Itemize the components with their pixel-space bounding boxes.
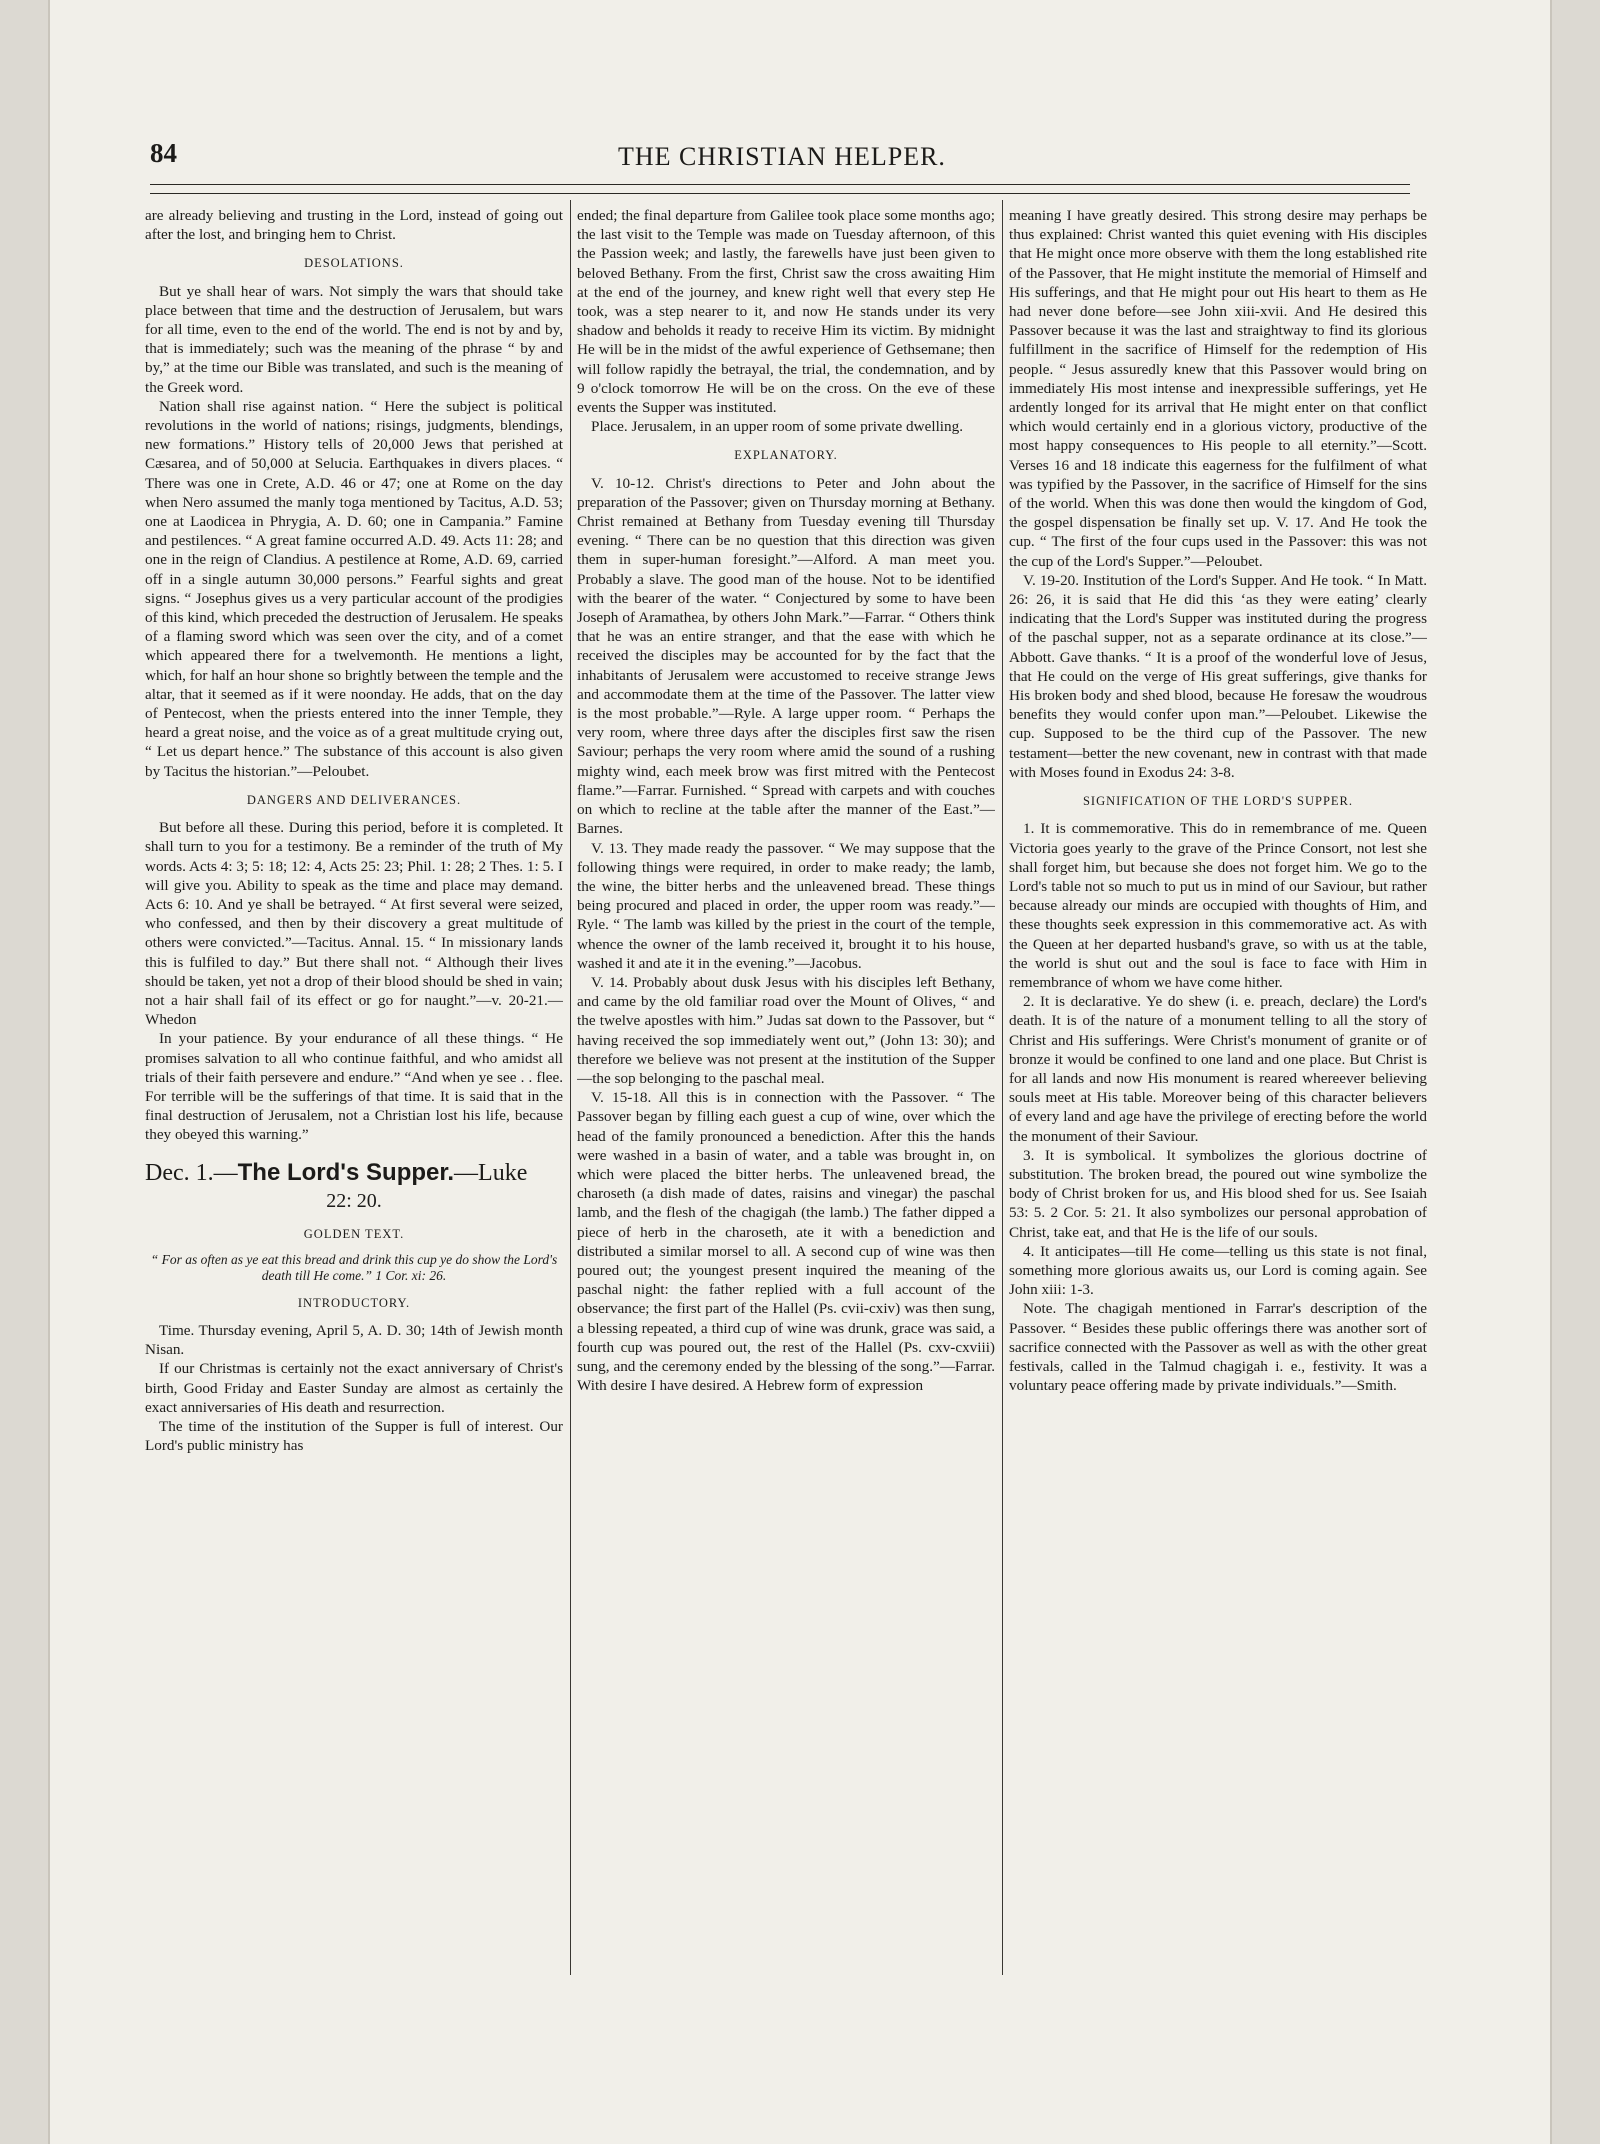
section-heading: GOLDEN TEXT. [303, 1226, 405, 1241]
paragraph: Place. Jerusalem, in an upper room of some private dwelling. [591, 418, 963, 436]
lesson-chapter: 22: 20. [326, 1189, 382, 1212]
paragraph: V. 19-20. Institution of the Lord's Supper. And He took. “ In Matt. 26: 26, it is said that He did this ‘as they were eating’ clearly indicating that the Lord's Supper was instituted during the progress of the paschal supper, not as a separate ordinance at its close.”—Abbott. Gave thanks. “ It is a proof of the wonderful love of Jesus, that He could on the verge of His great sufferings, give thanks for His broken body and shed blood, because He foresaw the woudrous benefits they would confer upon man.”—Peloubet. Likewise the cup. Supposed to be the third cup of the Passover. The new testament—better the new covenant, new in contrast with that made with Moses found in Exodus 24: 3-8. [1009, 571, 1427, 781]
paragraph: meaning I have greatly desired. This strong desire may perhaps be thus explained: Christ wanted this quiet evening with His disciples that He might once more observe with them the long established rite of the Passover, that He might institute the memorial of Himself and His sufferings, and that He might pour out His heart to them as He had never done before—see John xiii-xvii. And He desired this Passover because it was the last and straightway to find its glorious fulfillment in the sacrifice of Himself for the redemption of His people. “ Jesus assuredly knew that this Passover would bring on immediately His most intense and inexpressible sufferings, yet He ardently longed for its arrival that He might enter on that conflict which would certainly end in a glorious victory, productive of the most happy consequences to His people to all eternity.”—Scott. Verses 16 and 18 indicate this eagerness for the fulfilment of what was typified by the Passover, in the sacrifice of Himself for the sins of the world. When this was done then would the kingdom of God, the gospel dispensation be finally set up. V. 17. And He took the cup. “ The first of the four cups used in the Passover: this was not the cup of the Lord's Supper.”—Peloubet. [1009, 207, 1427, 570]
paragraph: 4. It anticipates—till He come—telling us this state is not final, something more glorious awaits us, our Lord is coming again. See John xiii: 1-3. [1009, 1242, 1427, 1299]
page-header [150, 138, 1410, 178]
paragraph: The time of the institution of the Supper is full of interest. Our Lord's public ministry has [145, 1417, 563, 1455]
paragraph: If our Christmas is certainly not the exact anniversary of Christ's birth, Good Friday and Easter Sunday are almost as certainly the exact anniversaries of His death and resurrection. [145, 1360, 563, 1416]
section-heading: EXPLANATORY. [734, 448, 838, 463]
paragraph: are already believing and trusting in the Lord, instead of going out after the lost, and bringing hem to Christ. [145, 207, 563, 244]
header-rule [150, 184, 1410, 185]
section-heading: SIGNIFICATION OF THE LORD'S SUPPER. [1082, 794, 1354, 809]
column-1 [145, 206, 563, 1956]
paragraph: 2. It is declarative. Ye do shew (i. e. preach, declare) the Lord's death. It is of the nature of a monument telling to all the story of Christ and His sufferings. Were Christ's monument of granite or of bronze it would be confined to one land and one place. But Christ is for all lands and now His monument is reared whereever believing souls meet at His table. Moreover being of this character believers of every land and age have the privilege of erecting before the world the monument of their Saviour. [1009, 993, 1427, 1145]
paragraph: Nation shall rise against nation. “ Here the subject is political revolutions in the world of nations; risings, judgments, blendings, new formations.” History tells of 20,000 Jews that perished at Cæsarea, and of 50,000 at Selucia. Earthquakes in divers places. “ There was one in Crete, A.D. 46 or 47; one at Rome on the day when Nero assumed the manly toga mentioned by Tacitus, A.D. 53; one at Laodicea in Phrygia, A. D. 60; one in Campania.” Famine and pestilences. “ A great famine occurred A.D. 49. Acts 11: 28; and one in the reign of Clandius. A pestilence at Rome, A.D. 69, carried off in a single autumn 30,000 persons.” Fearful sights and great signs. “ Josephus gives us a very particular account of the prodigies of this kind, which preceded the destruction of Jerusalem. He speaks of a flaming sword which was seen over the city, and of a comet which appeared there for a twelvemonth. He mentions a light, which, for half an hour shone so brightly between the temple and the altar, that it seemed as if it were noonday. He adds, that on the day of Pentecost, when the priests entered into the inner Temple, they heard a great noise, and the voice as of a great multitude crying out, “ Let us depart hence.” The substance of this account is also given by Tacitus the historian.”—Peloubet. [145, 397, 563, 780]
paragraph: V. 10-12. Christ's directions to Peter and John about the preparation of the Passover; given on Thursday morning at Bethany. Christ remained at Bethany from Tuesday evening till Thursday evening. “ There can be no question that this direction was given them in super-human foresight.”—Alford. A man meet you. Probably a slave. The good man of the house. Not to be identified with the bearer of the water. “ Conjectured by some to have been Joseph of Aramathea, by others John Mark.”—Farrar. “ Others think that he was an entire stranger, and that the ease with which he received the disciples may be accounted for by the fact that the inhabitants of Jerusalem were accustomed to receive strange Jews and accommodate them at the time of the Passover. The latter view is the most probable.”—Ryle. A large upper room. “ Perhaps the very room, where three days after the disciples first saw the risen Saviour; perhaps the very room where amid the sound of a rushing mighty wind, each meek brow was first mitred with the Pentecost flame.”—Farrar. Furnished. “ Spread with carpets and with couches on which to recline at the table after the manner of the East.”—Barnes. [577, 474, 995, 838]
page-number: 84 [150, 138, 177, 168]
paragraph: Note. The chagigah mentioned in Farrar's description of the Passover. “ Besides these public offerings there was another sort of sacrifice connected with the Passover as well as with the other great festivals, called in the Talmud chagigah i. e., festivity. It was a voluntary peace offering made by private individuals.”—Smith. [1009, 1300, 1427, 1395]
paragraph: 3. It is symbolical. It symbolizes the glorious doctrine of substitution. The broken bread, the poured out wine symbolize the body of Christ broken for us, and His blood shed for us. See Isaiah 53: 5. 2 Cor. 5: 21. It also symbolizes our personal approbation of Christ, take eat, and that He is the life of our souls. [1009, 1146, 1427, 1241]
column-2 [577, 206, 995, 1956]
lesson-title [145, 1159, 563, 1215]
paragraph: V. 13. They made ready the passover. “ We may suppose that the following things were required, in order to make ready; the lamb, the wine, the bitter herbs and the unleavened bread. These things being procured and placed in order, the upper room was ready.”—Ryle. “ The lamb was killed by the priest in the court of the temple, whence the owner of the lamb received it, brought it to his house, washed it and ate it in the evening.”—Jacobus. [577, 839, 995, 972]
section-heading: DANGERS AND DELIVERANCES. [246, 792, 462, 807]
paragraph: V. 14. Probably about dusk Jesus with his disciples left Bethany, and came by the old familiar road over the Mount of Olives, “ and the twelve apostles with him.” Judas sat down to the Passover, but “ having received the sop immediately went out,” (John 13: 30); and therefore we believe was not present at the institution of the Supper—the sop belonging to the paschal meal. [577, 973, 995, 1087]
running-title: THE CHRISTIAN HELPER. [618, 142, 946, 171]
lesson-date: Dec. 1.— [145, 1159, 238, 1186]
article-body [145, 206, 1427, 1956]
lesson-name: The Lord's Supper. [237, 1158, 455, 1186]
column-3 [1009, 206, 1427, 1956]
paragraph: V. 15-18. All this is in connection with the Passover. “ The Passover began by filling each guest a cup of wine, over which the head of the family pronounced a benediction. After this the hands were washed in a basin of water, and a table was brought in, on which were placed the bitter herbs. The unleavened bread, the charoseth (a dish made of dates, raisins and vinegar) the paschal lamb, and the flesh of the chagigah (the lamb.) The father dipped a piece of herb in the charoseth, ate it with a benediction and distributed a similar morsel to all. A second cup of wine was then poured out; the youngest present inquired the meaning of the paschal night: the father replied with a full account of the observance; the first part of the Hallel (Ps. cvii-cxiv) was then sung, a blessing repeated, a third cup of wine was drunk, grace was said, a fourth cup was poured out, the rest of the Hallel (Ps. cxv-cxviii) sung, and the ceremony ended by the blessing of the song.”—Farrar. With desire I have desired. A Hebrew form of expression [577, 1089, 995, 1395]
paragraph: 1. It is commemorative. This do in remembrance of me. Queen Victoria goes yearly to the grave of the Prince Consort, not lest she shall forget him, but because she does not forget him. We go to the Lord's table not so much to put us in mind of our Saviour, but rather because already our minds are occupied with thoughts of Him, and these thoughts seek expression in this commemorative act. As with the Queen at her departed husband's grave, so with us at the table, the world is shut out and the soul is face to face with Him in remembrance of whom we have come hither. [1009, 820, 1427, 991]
paragraph: In your patience. By your endurance of all these things. “ He promises salvation to all who continue faithful, and who amidst all trials of their faith persevere and endure.” “And when ye see . . flee. For terrible will be the sufferings of that time. It is said that in the final destruction of Jerusalem, not a Christian lost his life, because they obeyed this warning.” [145, 1030, 563, 1144]
golden-text: “ For as often as ye eat this bread and drink this cup ye do show the Lord's death till He come.” 1 Cor. xi: 26. [150, 1251, 558, 1283]
header-rule [150, 193, 1410, 194]
lesson-reference: —Luke [454, 1159, 528, 1186]
paragraph: Time. Thursday evening, April 5, A. D. 30; 14th of Jewish month Nisan. [145, 1321, 563, 1359]
paragraph: ended; the final departure from Galilee took place some months ago; the last visit to the Temple was made on Tuesday afternoon, of this the Passion week; and lastly, the farewells have just been given to beloved Bethany. From the first, Christ saw the cross awaiting Him at the end of the journey, and knew right well that every step He took, was a step nearer to it, and now He stands under its very shadow and beholds it ready to receive Him its victim. By midnight He will be in the midst of the awful experience of Gethsemane; then will follow rapidly the betrayal, the trial, the condemnation, and by 9 o'clock tomorrow He will be on the cross. On the eve of these events the Supper was instituted. [577, 207, 995, 417]
section-heading: INTRODUCTORY. [297, 1295, 411, 1310]
section-heading: DESOLATIONS. [304, 256, 404, 271]
paragraph: But ye shall hear of wars. Not simply the wars that should take place between that time and the destruction of Jerusalem, but wars for all time, even to the end of the world. The end is not by and by, that is immediately; such was the meaning of the phrase “ by and by,” at the time our Bible was translated, and such is the meaning of the Greek word. [145, 282, 563, 396]
paragraph: But before all these. During this period, before it is completed. It shall turn to you for a testimony. Be a reminder of the truth of My words. Acts 4: 3; 5: 18; 12: 4, Acts 25: 23; Phil. 1: 28; 2 Thes. 1: 5. I will give you. Ability to speak as the time and place may demand. Acts 6: 10. And ye shall be betrayed. “ At first several were seized, who confessed, and then by their discovery a great multitude of others were convicted.”—Tacitus. Annal. 15. “ In missionary lands this is fulfiled to day.” But there shall not. “ Although their lives should be taken, yet not a drop of their blood should be shed in vain; not a hair shall fail of its effect or go for naught.”—v. 20-21.—Whedon [145, 819, 563, 1029]
